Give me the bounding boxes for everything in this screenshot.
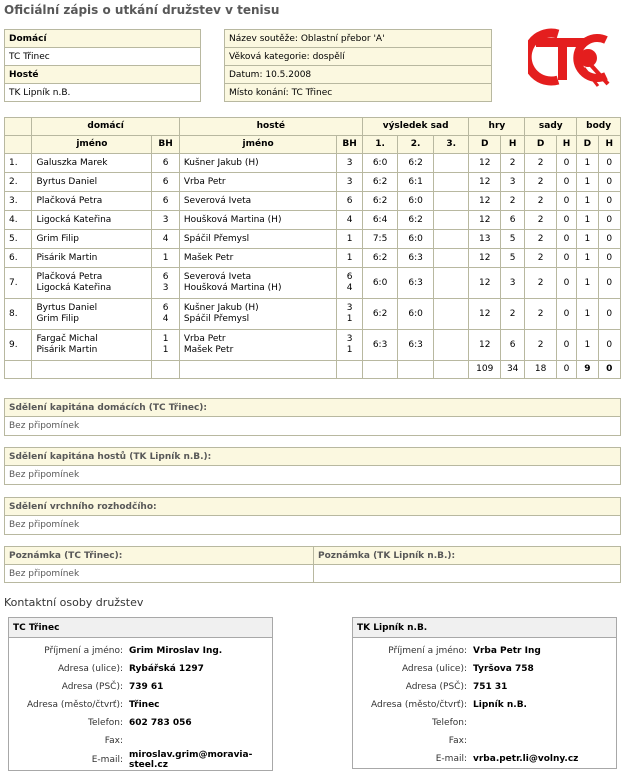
contacts-title: Kontaktní osoby družstev [4,596,144,609]
home-bh [152,173,179,192]
guest-player [179,330,337,361]
set2-score: 6:0 [398,299,434,330]
header-games-h: H [500,136,524,154]
sets-h: 0 [556,192,576,211]
total-sets-d: 18 [525,361,557,379]
sets-d: 2 [525,154,557,173]
guest-player [179,173,337,192]
table-row [5,330,621,361]
set2-score: 6:0 [398,230,434,249]
home-guest-info [4,29,201,102]
sets-h: 0 [556,211,576,230]
contact-label: Telefon: [432,718,467,728]
contact-label: Adresa (PSČ): [405,682,467,692]
points-d: 1 [577,192,598,211]
set1-score: 6:0 [362,268,398,299]
contact-value: Vrba Petr Ing [473,646,541,656]
sets-h: 0 [556,154,576,173]
row-number: 1. [5,154,32,173]
sets-d: 2 [525,230,557,249]
results-table [4,117,621,379]
guest-player [179,154,337,173]
home-bh [152,268,179,299]
note-guest-title: Poznámka (TK Lipník n.B.): [314,547,621,565]
home-bh-line: 4 [162,233,169,244]
guest-bh [337,173,362,192]
contact-row [9,732,272,750]
home-bh-line: 3 [162,283,169,293]
points-h: 0 [598,268,620,299]
contact-label: Adresa (město/čtvrť): [27,700,123,710]
games-d: 12 [469,299,501,330]
games-h: 3 [500,268,524,299]
points-h: 0 [598,330,620,361]
points-h: 0 [598,230,620,249]
games-d: 12 [469,249,501,268]
set3-score [433,230,469,249]
header-set1: 1. [362,136,398,154]
set1-score: 6:2 [362,249,398,268]
row-number: 6. [5,249,32,268]
contact-row [353,714,616,732]
sets-h: 0 [556,249,576,268]
points-h: 0 [598,299,620,330]
home-player [32,299,152,330]
guest-bh-line: 4 [346,214,353,225]
contact-row [353,750,616,768]
table-row [5,192,621,211]
guest-bh-line: 3 [346,334,353,344]
home-team: TC Třinec [5,48,201,66]
guest-bh [337,249,362,268]
set1-score: 6:3 [362,330,398,361]
home-bh-line: 6 [162,176,169,187]
home-bh-line: 1 [162,252,169,263]
contact-value: miroslav.grim@moravia-steel.cz [129,750,253,770]
contact-row [353,660,616,678]
contact-row [9,714,272,732]
home-bh [152,154,179,173]
games-h: 5 [500,230,524,249]
guest-player-line: Houšková Martina (H) [183,283,282,293]
sets-d: 2 [525,173,557,192]
row-number: 4. [5,211,32,230]
points-h: 0 [598,211,620,230]
match-meta [224,29,492,102]
contact-label: Adresa (PSČ): [61,682,123,692]
home-bh [152,211,179,230]
guest-player-line: Severová Iveta [183,272,252,282]
guest-player-line: Spáčil Přemysl [183,314,250,324]
guest-label: Hosté [5,66,201,84]
sets-d: 2 [525,211,557,230]
contact-value: vrba.petr.li@volny.cz [473,754,579,764]
table-row [5,299,621,330]
sets-h: 0 [556,230,576,249]
contact-row [353,642,616,660]
home-player [32,211,152,230]
games-h: 3 [500,173,524,192]
captain-home-body: Bez připomínek [5,417,620,435]
home-player-line: Byrtus Daniel [36,303,98,313]
contact-value [471,714,616,732]
contact-value [471,732,616,750]
referee-body: Bez připomínek [5,516,620,534]
competition: Název soutěže: Oblastní přebor 'A' [225,30,492,48]
sets-h: 0 [556,299,576,330]
set1-score: 6:2 [362,299,398,330]
set3-score [433,211,469,230]
contact-guest-details [353,642,616,768]
guest-player-line: Vrba Petr [183,176,226,187]
guest-player [179,249,337,268]
contact-home-team: TC Třinec [9,618,272,638]
set3-score [433,249,469,268]
contact-value: Tyršova 758 [473,664,534,674]
games-d: 12 [469,330,501,361]
guest-player [179,299,337,330]
guest-player-line: Mašek Petr [183,252,234,263]
set2-score: 6:3 [398,249,434,268]
sets-d: 2 [525,330,557,361]
set2-score: 6:2 [398,154,434,173]
guest-player-line: Houšková Martina (H) [183,214,282,225]
note-guest-body [314,565,621,583]
guest-bh-line: 4 [346,283,353,293]
games-d: 12 [469,173,501,192]
home-player [32,230,152,249]
guest-bh-line: 1 [346,252,353,263]
set2-score: 6:0 [398,192,434,211]
contact-row [353,678,616,696]
guest-player [179,268,337,299]
guest-bh-line: 1 [346,345,353,355]
guest-bh [337,211,362,230]
row-number: 3. [5,192,32,211]
contact-label: Fax: [448,736,467,746]
home-bh-line: 6 [162,195,169,206]
set3-score [433,330,469,361]
home-player-line: Galuszka Marek [36,157,108,168]
contact-home-card [8,617,273,771]
home-bh [152,192,179,211]
table-row [5,173,621,192]
total-points-d: 9 [577,361,598,379]
guest-bh-line: 3 [346,303,353,313]
guest-bh [337,330,362,361]
table-row [5,249,621,268]
guest-bh-line: 6 [346,195,353,206]
guest-bh [337,268,362,299]
guest-bh-line: 6 [346,272,353,282]
guest-bh-line: 1 [346,233,353,244]
home-bh [152,330,179,361]
contact-label: Adresa (ulice): [57,664,123,674]
contact-value [127,732,272,750]
set2-score: 6:1 [398,173,434,192]
home-player-line: Pisárik Martin [36,345,98,355]
contact-home-details [9,642,272,770]
table-row [5,211,621,230]
contact-value: Grim Miroslav Ing. [129,646,223,656]
set3-score [433,299,469,330]
header-games-d: D [469,136,501,154]
guest-bh-line: 3 [346,157,353,168]
home-bh-line: 6 [162,272,169,282]
referee-title: Sdělení vrchního rozhodčího: [5,498,620,516]
captain-guest-title: Sdělení kapitána hostů (TK Lipník n.B.): [5,448,620,466]
header-set3: 3. [433,136,469,154]
sets-h: 0 [556,330,576,361]
games-d: 12 [469,211,501,230]
contact-row [9,660,272,678]
row-number: 8. [5,299,32,330]
guest-player-line: Vrba Petr [183,334,226,344]
total-games-h: 34 [500,361,524,379]
guest-player-line: Kušner Jakub (H) [183,157,259,168]
set2-score: 6:3 [398,268,434,299]
home-player-line: Ligocká Kateřina [36,283,112,293]
club-logo [528,24,614,90]
guest-bh-line: 1 [346,314,353,324]
home-bh-line: 3 [162,214,169,225]
contact-row [353,732,616,750]
sets-d: 2 [525,268,557,299]
home-player [32,173,152,192]
home-player [32,249,152,268]
home-player-line: Byrtus Daniel [36,176,98,187]
header-points: body [577,118,621,136]
captain-home-title: Sdělení kapitána domácích (TC Třinec): [5,399,620,417]
home-player-line: Plačková Petra [36,195,103,206]
points-d: 1 [577,330,598,361]
header-sets-h: H [556,136,576,154]
guest-player [179,230,337,249]
guest-player-line: Kušner Jakub (H) [183,303,259,313]
home-player-line: Fargač Michal [36,334,98,344]
captain-guest-note [4,447,621,485]
sets-h: 0 [556,268,576,299]
contact-row [9,696,272,714]
games-d: 13 [469,230,501,249]
games-d: 12 [469,154,501,173]
row-number: 7. [5,268,32,299]
sets-d: 2 [525,192,557,211]
header-home: domácí [32,118,179,136]
header-set2: 2. [398,136,434,154]
category: Věková kategorie: dospělí [225,48,492,66]
games-h: 2 [500,192,524,211]
points-h: 0 [598,249,620,268]
contact-label: Telefon: [88,718,123,728]
contact-guest-team: TK Lipník n.B. [353,618,616,638]
header-sets: sady [525,118,577,136]
contact-row [9,750,272,770]
row-number: 9. [5,330,32,361]
contact-value: Lipník n.B. [473,700,527,710]
points-d: 1 [577,230,598,249]
guest-player [179,192,337,211]
home-bh-line: 1 [162,345,169,355]
header-points-h: H [598,136,620,154]
points-d: 1 [577,211,598,230]
guest-bh-line: 3 [346,176,353,187]
games-h: 6 [500,211,524,230]
contact-value: 739 61 [129,682,164,692]
set1-score: 7:5 [362,230,398,249]
table-row [5,230,621,249]
guest-bh [337,230,362,249]
set2-score: 6:3 [398,330,434,361]
contact-row [9,642,272,660]
note-home-title: Poznámka (TC Třinec): [5,547,314,565]
home-player [32,154,152,173]
set3-score [433,192,469,211]
home-bh [152,230,179,249]
home-bh-line: 4 [162,314,169,324]
note-home-body: Bez připomínek [5,565,314,583]
home-bh-line: 6 [162,303,169,313]
points-d: 1 [577,268,598,299]
contact-label: Adresa (ulice): [401,664,467,674]
games-h: 6 [500,330,524,361]
guest-player-line: Spáčil Přemysl [183,233,250,244]
home-player-line: Pisárik Martin [36,252,98,263]
referee-note [4,497,621,535]
total-sets-h: 0 [556,361,576,379]
set3-score [433,154,469,173]
contact-label: Příjmení a jméno: [388,646,467,656]
contact-row [353,696,616,714]
table-row [5,268,621,299]
header-result: výsledek sad [362,118,469,136]
contact-label: E-mail: [435,754,467,764]
row-number: 5. [5,230,32,249]
total-games-d: 109 [469,361,501,379]
header-guest-bh: BH [337,136,362,154]
set1-score: 6:2 [362,173,398,192]
contact-row [9,678,272,696]
set3-score [433,268,469,299]
games-h: 2 [500,299,524,330]
sets-h: 0 [556,173,576,192]
home-bh-line: 6 [162,157,169,168]
home-player-line: Plačková Petra [36,272,103,282]
captain-home-note [4,398,621,436]
set2-score: 6:2 [398,211,434,230]
points-h: 0 [598,192,620,211]
contact-value: Rybářská 1297 [129,664,204,674]
points-h: 0 [598,154,620,173]
header-sets-d: D [525,136,557,154]
games-d: 12 [469,192,501,211]
points-d: 1 [577,249,598,268]
contact-label: Adresa (město/čtvrť): [371,700,467,710]
guest-bh [337,192,362,211]
home-player-line: Grim Filip [36,233,79,244]
contact-label: E-mail: [91,755,123,765]
guest-team: TK Lipník n.B. [5,84,201,102]
header-points-d: D [577,136,598,154]
contact-value: Třinec [129,700,160,710]
table-row [5,154,621,173]
header-guests: hosté [179,118,362,136]
home-player [32,192,152,211]
home-player-line: Ligocká Kateřina [36,214,112,225]
header-games: hry [469,118,525,136]
games-d: 12 [469,268,501,299]
header-home-name: jméno [32,136,152,154]
guest-bh [337,154,362,173]
row-number: 2. [5,173,32,192]
games-h: 5 [500,249,524,268]
sets-d: 2 [525,299,557,330]
header-guest-name: jméno [179,136,337,154]
contact-value: 602 783 056 [129,718,192,728]
guest-player [179,211,337,230]
home-player-line: Grim Filip [36,314,79,324]
home-bh [152,299,179,330]
guest-bh [337,299,362,330]
remarks-table [4,546,621,583]
set1-score: 6:0 [362,154,398,173]
home-player [32,330,152,361]
home-bh-line: 1 [162,334,169,344]
header-home-bh: BH [152,136,179,154]
points-d: 1 [577,154,598,173]
points-d: 1 [577,299,598,330]
match-date: Datum: 10.5.2008 [225,66,492,84]
captain-guest-body: Bez připomínek [5,466,620,484]
contact-label: Fax: [104,736,123,746]
points-h: 0 [598,173,620,192]
page-title: Oficiální zápis o utkání družstev v tenisu [4,3,280,17]
set1-score: 6:4 [362,211,398,230]
total-points-h: 0 [598,361,620,379]
points-d: 1 [577,173,598,192]
home-bh [152,249,179,268]
venue: Místo konání: TC Třinec [225,84,492,102]
contact-value: 751 31 [473,682,508,692]
games-h: 2 [500,154,524,173]
set1-score: 6:2 [362,192,398,211]
guest-player-line: Mašek Petr [183,345,234,355]
guest-player-line: Severová Iveta [183,195,252,206]
home-label: Domácí [5,30,201,48]
set3-score [433,173,469,192]
contact-label: Příjmení a jméno: [44,646,123,656]
contact-guest-card [352,617,617,769]
home-player [32,268,152,299]
sets-d: 2 [525,249,557,268]
